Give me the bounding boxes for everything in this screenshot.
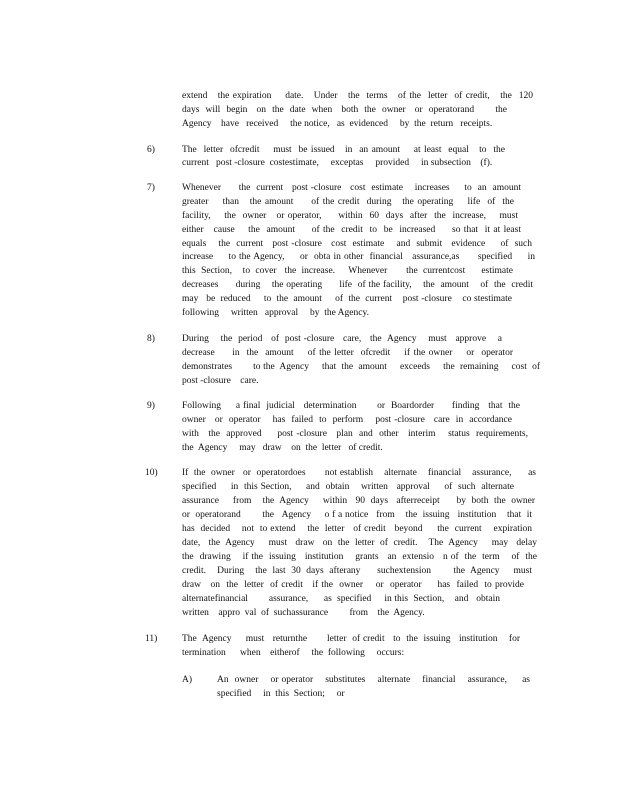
item-number: 10) (145, 468, 158, 478)
item-number: 11) (145, 634, 158, 644)
item-line: equals the current post -closure cost estimate and submit evidence of such (182, 239, 532, 249)
item-line: current post -closure costestimate, exceptas provided in subsection (f). (182, 158, 493, 168)
item-number: 9) (147, 401, 155, 411)
item-line: assurance from the Agency within 90 days afterreceipt by both the owner (182, 496, 535, 506)
item-line: may be reduced to the amount of the current post -closure co stestimate (182, 294, 512, 304)
item-number: 6) (147, 145, 155, 155)
item-line: specified in this Section, and obtain written approval of such alternate (182, 482, 514, 492)
item-line: Whenever the current post -closure cost estimate increases to an amount (182, 183, 521, 193)
item-line: demonstrates to the Agency that the amount exceeds the remaining cost of (182, 362, 540, 372)
item-line: written appro val of suchassurance from the Agency. (182, 608, 425, 618)
item-line: draw on the letter of credit if the owner or operator has failed to provide (182, 580, 524, 590)
intro-line: days will begin on the date when both the owner or operatorand the (182, 105, 507, 115)
subitem-letter: A) (182, 675, 193, 685)
item-line: increase to the Agency, or obta in other financial assurance,as specified in (182, 252, 535, 262)
item-line: owner or operator has failed to perform post -closure care in accordance (182, 415, 512, 425)
item-line: decreases during the operating life of the facility, the amount of the credit (182, 280, 533, 290)
subitem-line: specified in this Section; or (217, 689, 345, 699)
item-line: The letter ofcredit must be issued in an amount at least equal to the (182, 145, 505, 155)
item-line: During the period of post -closure care, the Agency must approve a (182, 334, 502, 344)
item-line: following written approval by the Agency. (182, 308, 369, 318)
item-line: the drawing if the issuing institution grants an extensio n of the term of the (182, 552, 537, 562)
item-line: The Agency must returnthe letter of credit to the issuing institution for (182, 634, 520, 644)
item-line: alternatefinancial assurance, as specified in this Section, and obtain (182, 594, 500, 604)
item-line: facility, the owner or operator, within 60 days after the increase, must (182, 211, 518, 221)
subitem-line: An owner or operator substitutes alternate financial assurance, as (217, 675, 530, 685)
item-line: date, the Agency must draw on the letter of credit. The Agency may delay (182, 538, 537, 548)
item-line: has decided not to extend the letter of credit beyond the current expiration (182, 524, 532, 534)
item-number: 8) (147, 334, 155, 344)
item-line: termination when eitherof the following occurs: (182, 648, 405, 658)
item-line: greater than the amount of the credit during the operating life of the (182, 197, 514, 207)
intro-line: extend the expiration date. Under the terms of the letter of credit, the 120 (182, 91, 533, 101)
item-line: with the approved post -closure plan and other interim status requirements, (182, 429, 528, 439)
item-line: Following a final judicial determination or Boardorder finding that the (182, 401, 520, 411)
item-line: decrease in the amount of the letter ofcredit if the owner or operator (182, 348, 513, 358)
item-line: this Section, to cover the increase. Whenever the currentcost estimate (182, 266, 513, 276)
item-number: 7) (147, 183, 155, 193)
intro-line: Agency have received the notice, as evidenced by the return receipts. (182, 119, 493, 129)
item-line: either cause the amount of the credit to be increased so that it at least (182, 225, 521, 235)
item-line: credit. During the last 30 days afterany suchextension the Agency must (182, 566, 532, 576)
item-line: If the owner or operatordoes not establish alternate financial assurance, as (182, 468, 536, 478)
item-line: or operatorand the Agency o f a notice from the issuing institution that it (182, 510, 532, 520)
item-line: the Agency may draw on the letter of credit. (182, 443, 383, 453)
item-line: post -closure care. (182, 376, 259, 386)
